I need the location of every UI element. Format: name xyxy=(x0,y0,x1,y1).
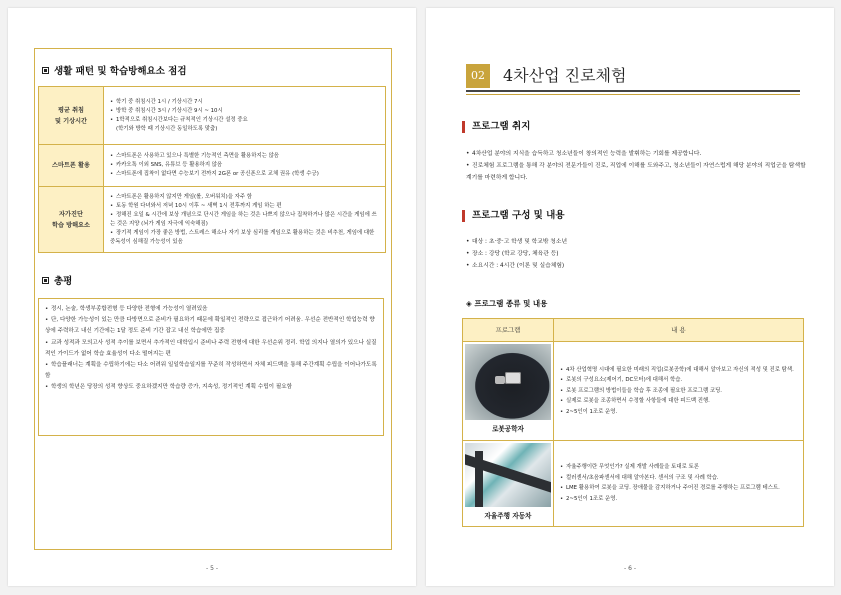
list-item: • 2~5인이 1조로 운영. xyxy=(560,495,618,502)
list-item: • 학기 중 취침시간 1시 / 기상시간 7시 xyxy=(110,98,203,105)
list-item: • 학습플래너는 계획을 수립하기에는 다소 어려워 일일학습일지를 꾸준히 작성하면서 자체 피드백을 통해 주간계획 수립을 이어나가도록 함 xyxy=(45,362,377,380)
page-number: - 5 - xyxy=(206,565,218,572)
list-item: • 교과 성적과 모의고사 성적 추이를 보면서 추가적인 대학입시 준비나 주력 전형에 대한 우선순위 정리. 학업 의지나 열의가 있으나 실질적인 가이드가 없어 학습 효율성이 다소 떨어지는 편 xyxy=(45,339,377,357)
row-label xyxy=(39,145,104,187)
list-item: • 2~5인이 1조로 운영. xyxy=(560,408,618,415)
list-item: • 진로체험 프로그램을 통해 각 분야의 전문가들이 진로, 직업에 이해를 도와주고, 청소년들이 자연스럽게 해당 분야의 직업군을 탐색할 계기를 마련하게 합니다. xyxy=(466,163,806,181)
list-item: • 방학 중 취침시간 3시 / 기상시간 9시 ~ 10시 xyxy=(110,107,223,114)
list-item: (학기와 방학 때 기상시간 동일하도록 맞춤) xyxy=(116,125,218,132)
label-line: 학습 방해요소 xyxy=(51,221,91,229)
list-item: • 대상 : 초·중·고 학생 및 학교밖 청소년 xyxy=(466,239,568,245)
program-image-cell xyxy=(463,440,554,527)
list-item: • 실제로 로봇을 조종하면서 수정할 사항들에 대한 피드백 진행. xyxy=(560,398,710,404)
list-item: • 장소 : 강당 (학교 강당, 체육관 등) xyxy=(466,251,559,257)
config-list xyxy=(466,236,796,272)
section-title-text: 총평 xyxy=(54,276,73,287)
section-title-summary xyxy=(42,273,72,287)
header-divider-accent xyxy=(466,94,800,95)
section-title-text: 생활 패턴 및 학습방해요소 점검 xyxy=(54,66,187,77)
label-line: 자가진단 xyxy=(59,210,83,218)
row-label xyxy=(39,87,104,145)
program-description xyxy=(554,440,804,527)
list-item: • 학생의 학년은 당장의 성적 향상도 중요하겠지만 학습량 증가, 지속성, 정기적인 계획 수립이 필요함 xyxy=(45,384,293,391)
robot-shape xyxy=(505,372,521,384)
table-row xyxy=(463,342,804,441)
list-item: • 소요시간 : 4시간 (이론 및 실습체험) xyxy=(466,263,565,269)
program-image-cell xyxy=(463,342,554,441)
section-title-config: 프로그램 구성 및 내용 xyxy=(462,210,565,222)
row-body xyxy=(104,145,386,187)
purpose-list xyxy=(466,148,806,184)
list-item: • 장기적 게임이 가장 좋은 방법, 스트레스 해소나 자기 보상 심리를 게임으로 활용하는 것은 비추천, 게임에 대한 중독성이 심해질 가능성이 있음 xyxy=(110,229,375,245)
list-item: • 로봇 프로그램의 방법이들을 학습 후 조종에 필요한 프로그램 코딩. xyxy=(560,387,723,394)
right-page xyxy=(426,8,834,586)
robot-shape xyxy=(495,376,505,384)
list-item: • 4차산업 분야의 지식을 습득하고 청소년들이 창의적인 능력을 발휘하는 기회를 제공합니다. xyxy=(466,151,702,157)
column-header: 내 용 xyxy=(554,319,804,342)
row-body xyxy=(104,87,386,145)
list-item: • 4차 산업혁명 시대에 필요한 미래의 직업(로봇공학)에 대해서 알아보고 자신의 적성 및 진로 탐색. xyxy=(560,366,794,373)
label-line: 스마트폰 활용 xyxy=(51,162,91,169)
chapter-title: 4차산업 진로체험 xyxy=(503,66,627,85)
program-types-title: ◈ 프로그램 종류 및 내용 xyxy=(466,299,548,308)
page-number: - 6 - xyxy=(624,565,636,572)
square-bullet-icon xyxy=(42,277,49,284)
list-item: • 컬러센서/초음파센서에 대해 알아본다. 센서의 구조 및 사례 학습. xyxy=(560,474,719,481)
label-line: 평균 취침 xyxy=(57,106,85,114)
header-divider xyxy=(466,90,800,92)
table-row xyxy=(463,440,804,527)
summary-box xyxy=(38,298,384,436)
square-bullet-icon xyxy=(42,67,49,74)
program-table xyxy=(462,318,804,527)
left-page xyxy=(8,8,416,586)
list-item: • 스마트폰은 활용하지 않지만 게임(롤, 오버워치)을 자주 함 xyxy=(110,193,252,200)
list-item: • 자율주행이란 무엇인가? 실제 개발 사례들을 토대로 토론 xyxy=(560,464,699,471)
program-description xyxy=(554,342,804,441)
track-shape xyxy=(475,451,483,507)
row-label xyxy=(39,187,104,253)
section-title-lifestyle xyxy=(42,63,187,77)
table-row xyxy=(39,187,386,253)
list-item: • 정시, 논술, 학생부종합전형 등 다양한 전형에 가능성이 열려있음 xyxy=(45,306,208,312)
program-name: 자율주행 자동차 xyxy=(484,511,532,520)
list-item: • 정해진 요일 & 시간에 보상 개념으로 단시간 게임을 하는 것은 나쁘지 않으나 집착하거나 많은 시간을 게임에 쓰는 것은 지양 (뇌가 게임 자극에 익숙해짐) xyxy=(110,211,377,227)
list-item: • 1학적으로 취침시간보다는 규칙적인 기상시간 설정 중요 xyxy=(110,116,248,123)
list-item: • 스마트폰은 사용하고 있으나 특별한 기능적인 측면을 활용하지는 않음 xyxy=(110,153,280,159)
program-name: 로봇공학자 xyxy=(492,425,524,433)
list-item: • 스마트폰에 집착이 없다면 수능보기 전까지 2G폰 or 공신폰으로 교체 권유 (학생 수긍) xyxy=(110,171,319,177)
row-body xyxy=(104,187,386,253)
list-item: • 토동 학원 다녀와서 저녁 10시 이후 ~ 새벽 1시 전후까지 게임 하는 편 xyxy=(110,202,282,209)
section-title-purpose: 프로그램 취지 xyxy=(462,121,530,133)
list-item: • LME 활용하여 로봇을 코딩. 장애물을 감지하거나 주어진 경로를 주행하는 프로그램 테스트. xyxy=(560,485,780,492)
list-item: • 카카오톡 이외 SNS, 유튜브 등 활용하지 않음 xyxy=(110,162,223,168)
list-item: • 단, 다양한 가능성이 있는 만큼 다방면으로 준비가 필요하기 때문에 확일적인 전략으로 접근하기 어려움. 우선순 전반적인 학업능력 향상에 주력하고 내신 기간에는 1달 정도 준비 기간 잡고 내신 학습에만 집중 xyxy=(45,317,375,335)
robot-photo xyxy=(465,344,551,420)
list-item: • 로봇의 구성요소(제어기, DC모터)에 대해서 학습. xyxy=(560,377,683,383)
column-header: 프로그램 xyxy=(463,319,554,342)
lifestyle-table xyxy=(38,86,386,253)
table-header-row xyxy=(463,319,804,342)
label-line: 및 기상시간 xyxy=(54,117,88,125)
chapter-number: 02 xyxy=(466,64,490,88)
table-row xyxy=(39,145,386,187)
table-row xyxy=(39,87,386,145)
autonomous-car-photo xyxy=(465,443,551,507)
